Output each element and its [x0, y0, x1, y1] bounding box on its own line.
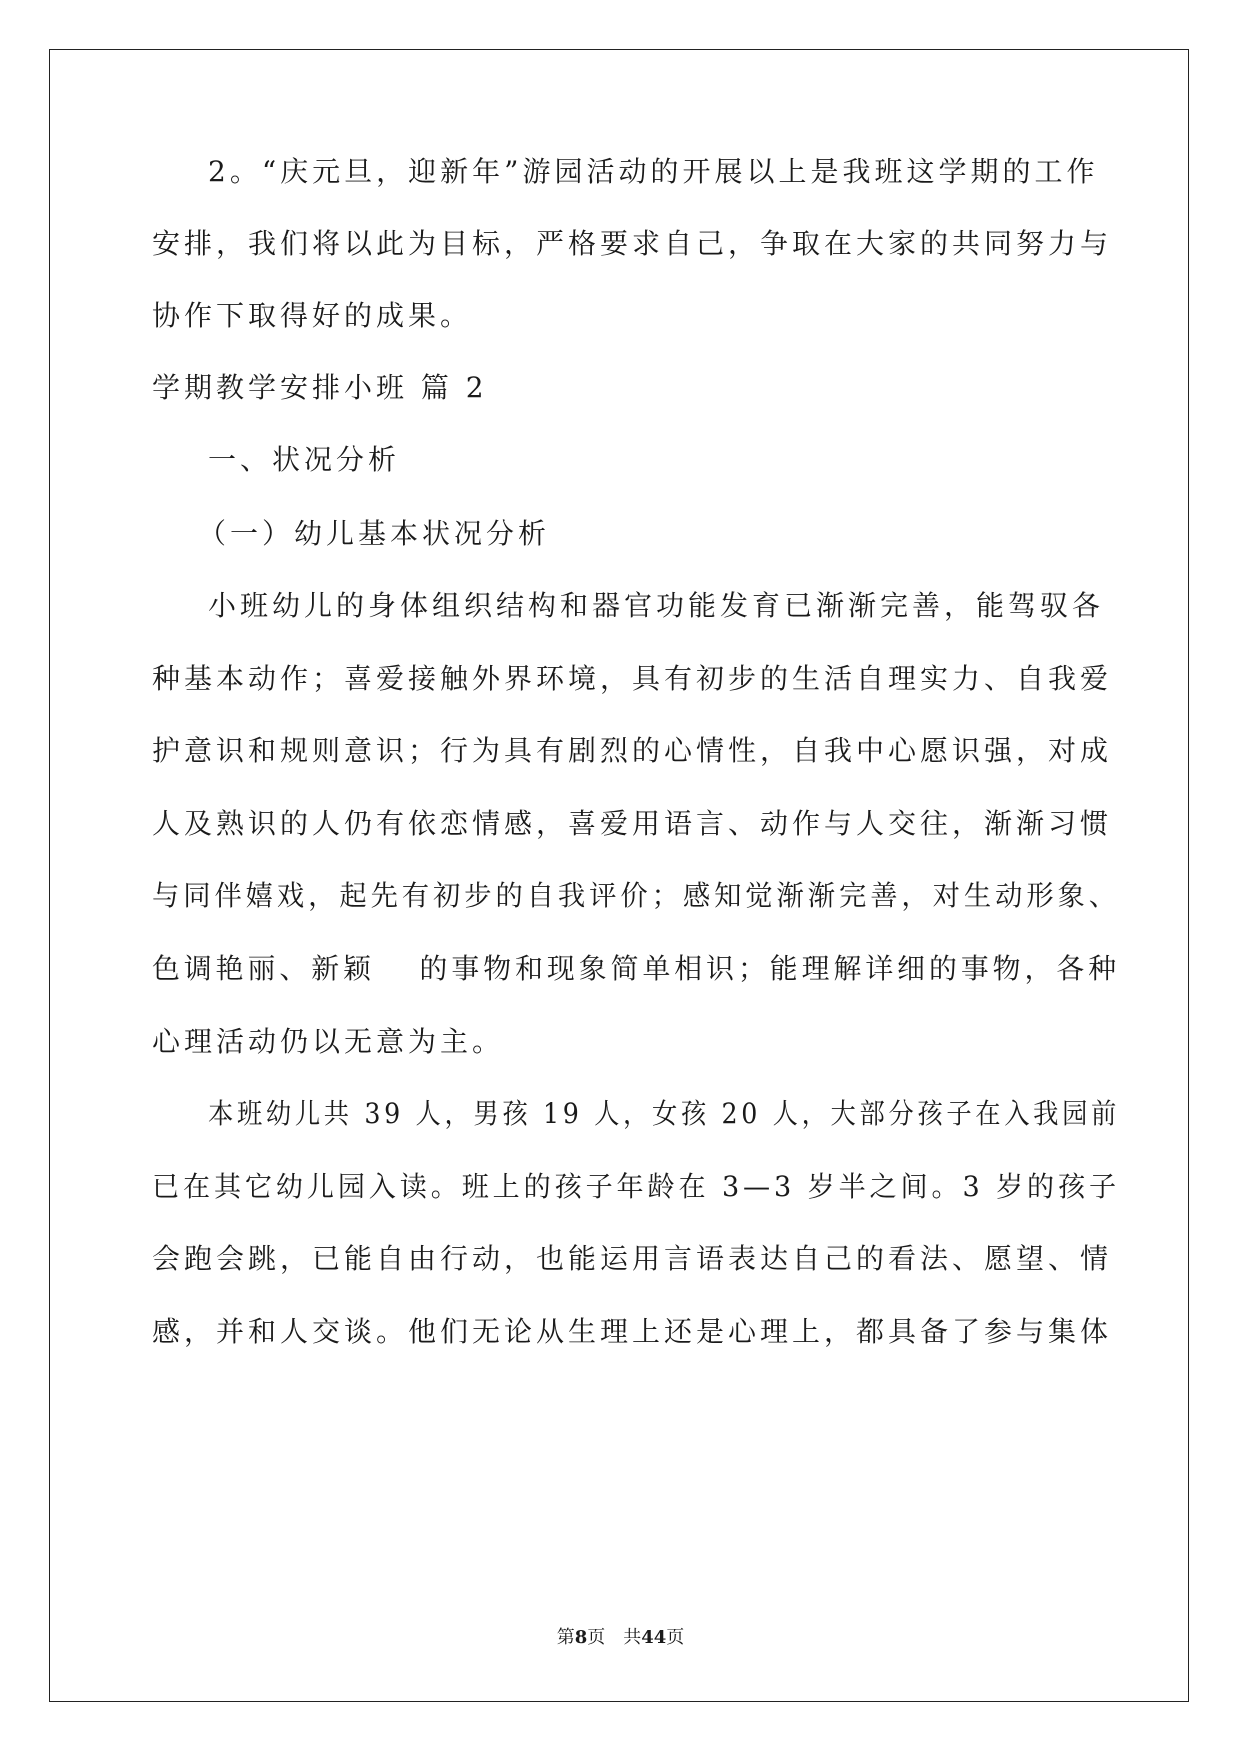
- paragraph-line: 与同伴嬉戏，起先有初步的自我评价；感知觉渐渐完善，对生动形象、: [152, 879, 1121, 912]
- subheading: 一、状况分析: [208, 443, 401, 476]
- footer-total-prefix: 共: [623, 1627, 642, 1648]
- paragraph-line: 小班幼儿的身体组织结构和器官功能发育已渐渐完善，能驾驭各: [208, 589, 1105, 622]
- footer-total-suffix: 页: [666, 1627, 685, 1648]
- paragraph-line: 协作下取得好的成果。: [152, 299, 473, 332]
- paragraph-line: 会跑会跳，已能自由行动，也能运用言语表达自己的看法、愿望、情: [152, 1242, 1113, 1275]
- paragraph-line: 种基本动作；喜爱接触外界环境，具有初步的生活自理实力、自我爱: [152, 662, 1113, 695]
- paragraph-line: 本班幼儿共 39 人，男孩 19 人，女孩 20 人，大部分孩子在入我园前: [208, 1097, 1121, 1130]
- paragraph-line: 安排，我们将以此为目标，严格要求自己，争取在大家的共同努力与: [152, 227, 1113, 260]
- current-page-number: 8: [574, 1627, 588, 1648]
- paragraph-line: 护意识和规则意识；行为具有剧烈的心情性，自我中心愿识强，对成: [152, 734, 1113, 767]
- paragraph-line: 人及熟识的人仍有依恋情感，喜爱用语言、动作与人交往，渐渐习惯: [152, 807, 1113, 840]
- footer-prefix: 第: [556, 1627, 575, 1648]
- paragraph-line: 感，并和人交谈。他们无论从生理上还是心理上，都具备了参与集体: [152, 1315, 1113, 1348]
- page-footer: [0, 1626, 1241, 1650]
- paragraph-line: 心理活动仍以无意为主。: [152, 1025, 505, 1058]
- paragraph-line: 2。“庆元旦，迎新年”游园活动的开展以上是我班这学期的工作: [208, 155, 1099, 188]
- total-pages-number: 44: [641, 1627, 667, 1648]
- footer-page-word: 页: [587, 1627, 606, 1648]
- subheading: （一）幼儿基本状况分析: [198, 517, 551, 550]
- paragraph-line: 色调艳丽、新颖 的事物和现象简单相识；能理解详细的事物，各种: [152, 952, 1121, 985]
- section-heading: 学期教学安排小班 篇 2: [152, 371, 488, 404]
- paragraph-line: 已在其它幼儿园入读。班上的孩子年龄在 3—3 岁半之间。3 岁的孩子: [152, 1170, 1120, 1203]
